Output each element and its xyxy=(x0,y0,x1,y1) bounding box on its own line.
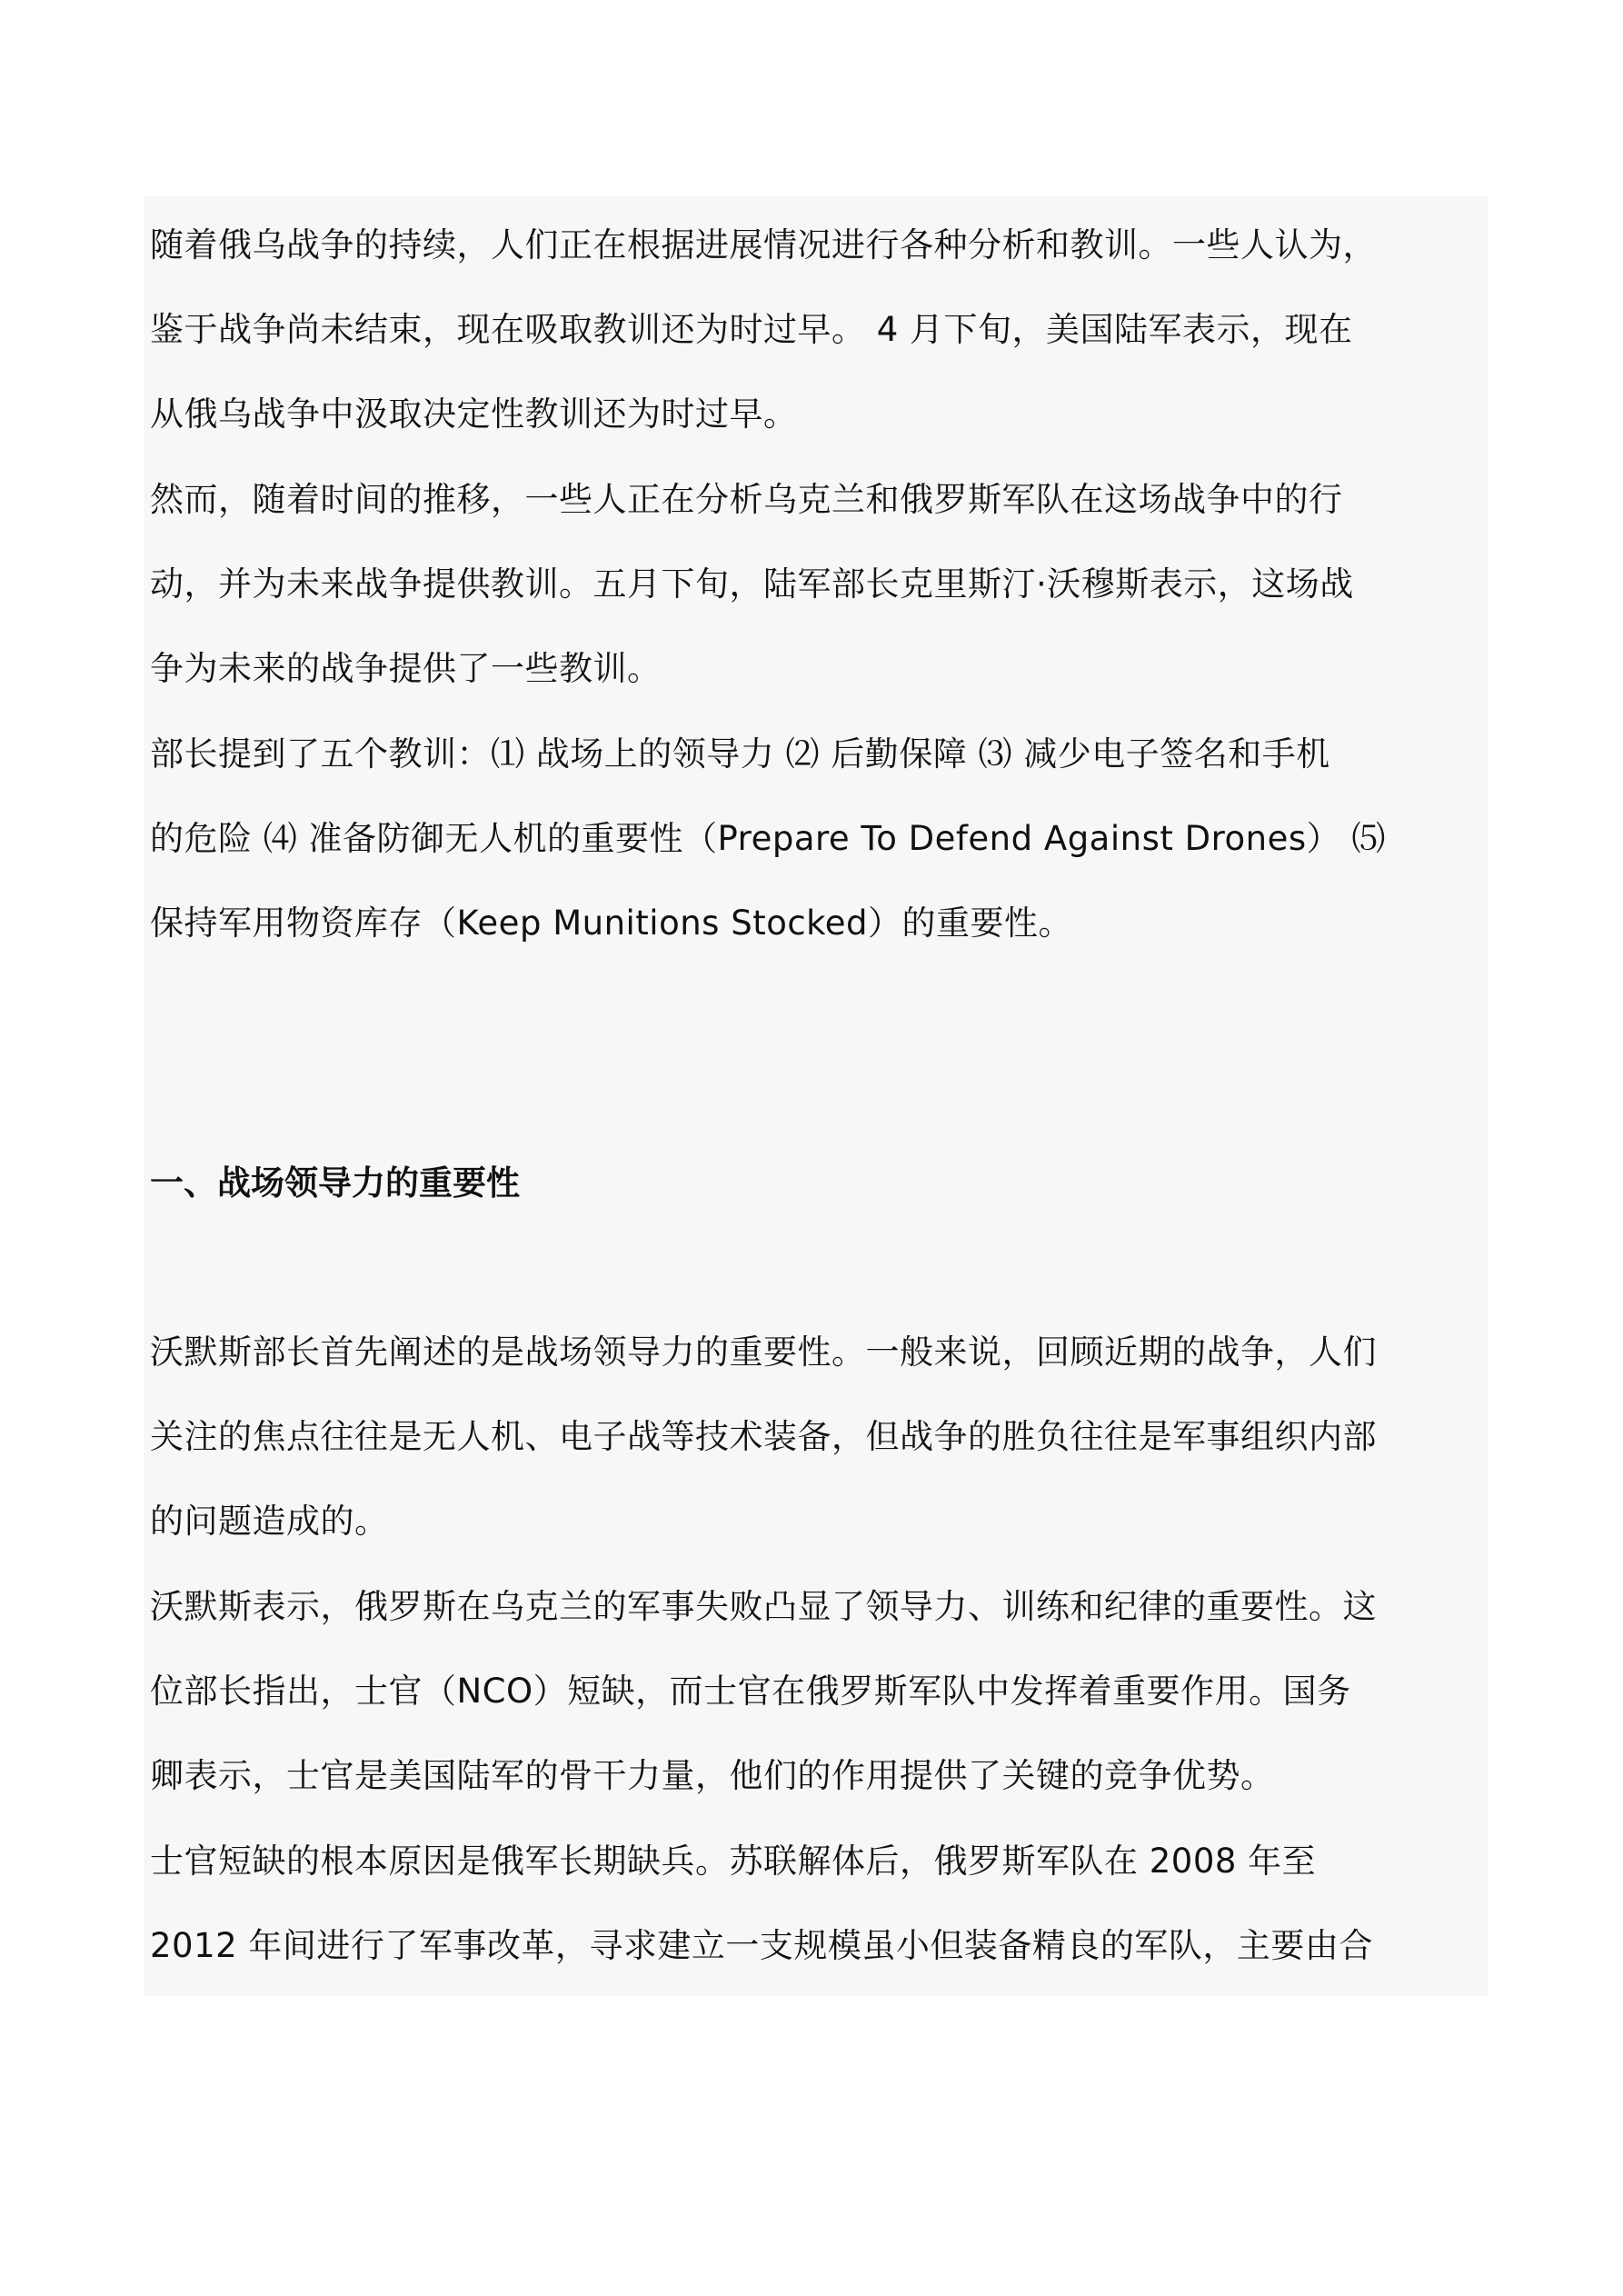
body-line: 沃默斯部长首先阐述的是战场领导力的重要性。一般来说，回顾近期的战争，人们 xyxy=(150,1333,1377,1372)
body-line: 2012 年间进行了军事改革，寻求建立一支规模虽小但装备精良的军队，主要由合 xyxy=(150,1926,1373,1965)
body-line: 位部长指出，士官（NCO）短缺，而士官在俄罗斯军队中发挥着重要作用。国务 xyxy=(150,1672,1351,1711)
intro-line: 从俄乌战争中汲取决定性教训还为时过早。 xyxy=(150,394,798,434)
intro-line: 争为未来的战争提供了一些教训。 xyxy=(150,649,662,688)
intro-line: 的危险 ⑷ 准备防御无人机的重要性（Prepare To Defend Against Drones） ⑸ xyxy=(150,819,1386,858)
intro-line: 然而，随着时间的推移，一些人正在分析乌克兰和俄罗斯军队在这场战争中的行 xyxy=(150,480,1343,519)
intro-line: 随着俄乌战争的持续，人们正在根据进展情况进行各种分析和教训。一些人认为， xyxy=(150,225,1377,265)
intro-line: 鉴于战争尚未结束，现在吸取教训还为时过早。 4 月下旬，美国陆军表示，现在 xyxy=(150,310,1353,349)
body-line: 的问题造成的。 xyxy=(150,1502,389,1541)
intro-line: 保持军用物资库存（Keep Munitions Stocked）的重要性。 xyxy=(150,903,1073,943)
body-line: 士官短缺的根本原因是俄军长期缺兵。苏联解体后，俄罗斯军队在 2008 年至 xyxy=(150,1842,1317,1881)
intro-line: 部长提到了五个教训：⑴ 战场上的领导力 ⑵ 后勤保障 ⑶ 减少电子签名和手机 xyxy=(150,734,1330,774)
intro-line: 动，并为未来战争提供教训。五月下旬，陆军部长克里斯汀·沃穆斯表示，这场战 xyxy=(150,564,1354,604)
body-line: 沃默斯表示，俄罗斯在乌克兰的军事失败凸显了领导力、训练和纪律的重要性。这 xyxy=(150,1587,1377,1626)
body-line: 关注的焦点往往是无人机、电子战等技术装备，但战争的胜负往往是军事组织内部 xyxy=(150,1417,1377,1456)
section-heading: 一、战场领导力的重要性 xyxy=(150,1163,520,1203)
body-line: 卿表示，士官是美国陆军的骨干力量，他们的作用提供了关键的竞争优势。 xyxy=(150,1756,1275,1795)
content-block xyxy=(144,196,1489,1996)
